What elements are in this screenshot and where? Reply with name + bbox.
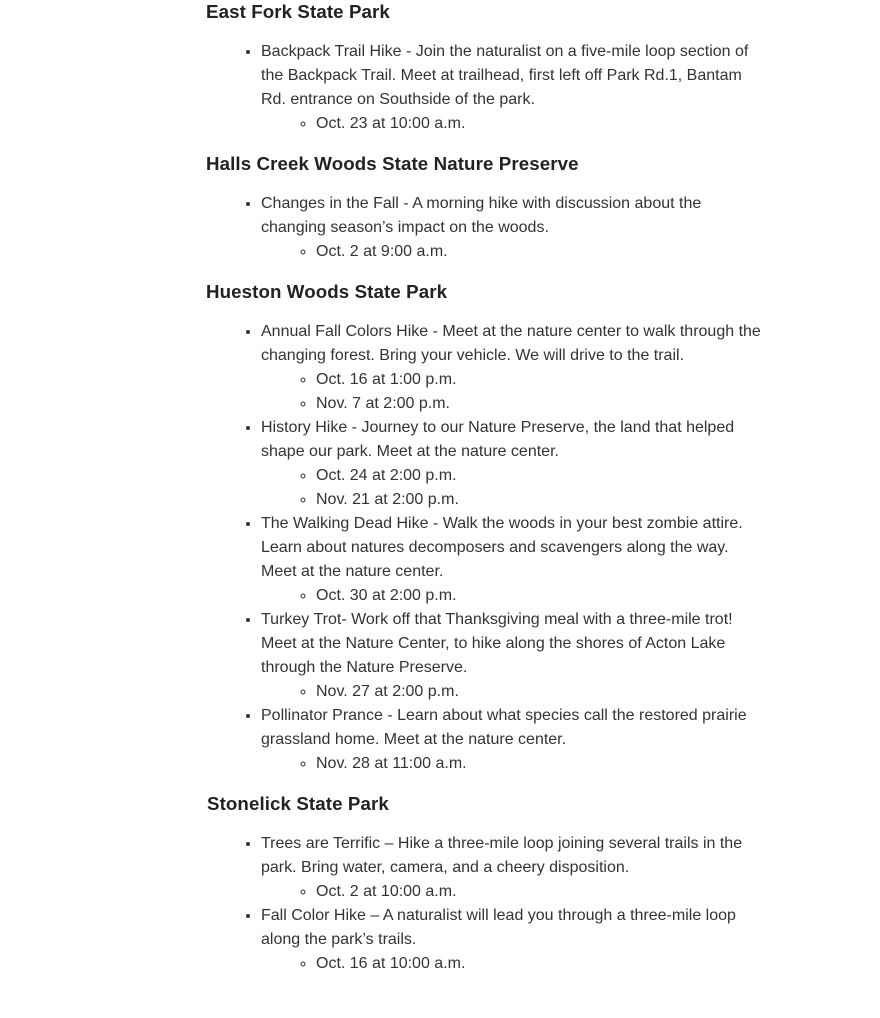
park-section-hueston-woods — [206, 280, 766, 776]
park-section-stonelick — [206, 792, 766, 976]
event-description: Changes in the Fall - A morning hike with discussion about the changing season’s impact on the woods. — [261, 195, 702, 236]
park-section-east-fork — [206, 0, 766, 136]
event-item — [261, 832, 766, 904]
event-description: History Hike - Journey to our Nature Preserve, the land that helped shape our park. Meet at the nature center. — [261, 419, 735, 460]
event-item — [261, 608, 766, 704]
event-item — [261, 704, 766, 776]
event-date: ◦ Oct. 2 at 10:00 a.m. — [316, 880, 766, 904]
event-description: Pollinator Prance - Learn about what species call the restored prairie grassland home. Meet at the nature center. — [261, 707, 747, 748]
date-list — [261, 368, 766, 416]
event-list — [206, 832, 766, 976]
date-list — [261, 464, 766, 512]
park-heading: Stonelick State Park — [207, 793, 389, 814]
event-date: ◦ Oct. 23 at 10:00 a.m. — [316, 112, 766, 136]
event-description: Fall Color Hike – A naturalist will lead you through a three-mile loop along the park’s trails. — [261, 907, 736, 948]
date-list — [261, 952, 766, 976]
event-item — [261, 192, 766, 264]
event-description: Backpack Trail Hike - Join the naturalist on a five-mile loop section of the Backpack Trail. Meet at trailhead, first left off Park Rd.1, Bantam Rd. entrance on Southside of the park. — [261, 43, 749, 108]
event-item — [261, 320, 766, 416]
park-heading: Halls Creek Woods State Nature Preserve — [206, 153, 579, 174]
park-heading: Hueston Woods State Park — [206, 281, 448, 302]
event-date: ◦ Oct. 16 at 10:00 a.m. — [316, 952, 766, 976]
event-item — [261, 416, 766, 512]
date-list — [261, 584, 766, 608]
event-date: ◦ Nov. 27 at 2:00 p.m. — [316, 680, 766, 704]
date-list — [261, 752, 766, 776]
event-description: The Walking Dead Hike - Walk the woods in your best zombie attire. Learn about natures decomposers and scavengers along the way. Meet at the nature center. — [261, 515, 743, 580]
event-date: ◦ Oct. 24 at 2:00 p.m. — [316, 464, 766, 488]
date-list — [261, 880, 766, 904]
date-list — [261, 240, 766, 264]
date-list — [261, 112, 766, 136]
date-list — [261, 680, 766, 704]
event-item — [261, 512, 766, 608]
event-date: ◦ Nov. 28 at 11:00 a.m. — [316, 752, 766, 776]
event-date: ◦ Oct. 16 at 1:00 p.m. — [316, 368, 766, 392]
event-description: Trees are Terrific – Hike a three-mile loop joining several trails in the park. Bring water, camera, and a cheery disposition. — [261, 835, 743, 876]
park-events-document — [206, 0, 766, 992]
event-list — [206, 320, 766, 776]
event-list — [206, 40, 766, 136]
event-list — [206, 192, 766, 264]
park-section-halls-creek — [206, 152, 766, 264]
event-description: Turkey Trot- Work off that Thanksgiving meal with a three-mile trot! Meet at the Nature Center, to hike along the shores of Acton Lake through the Nature Preserve. — [261, 611, 733, 676]
event-date: ◦ Nov. 7 at 2:00 p.m. — [316, 392, 766, 416]
event-date: ◦ Oct. 2 at 9:00 a.m. — [316, 240, 766, 264]
event-item — [261, 904, 766, 976]
event-item — [261, 40, 766, 136]
event-description: Annual Fall Colors Hike - Meet at the nature center to walk through the changing forest. Bring your vehicle. We will drive to the trail. — [261, 323, 761, 364]
event-date: ◦ Nov. 21 at 2:00 p.m. — [316, 488, 766, 512]
park-heading: East Fork State Park — [206, 1, 390, 22]
event-date: ◦ Oct. 30 at 2:00 p.m. — [316, 584, 766, 608]
